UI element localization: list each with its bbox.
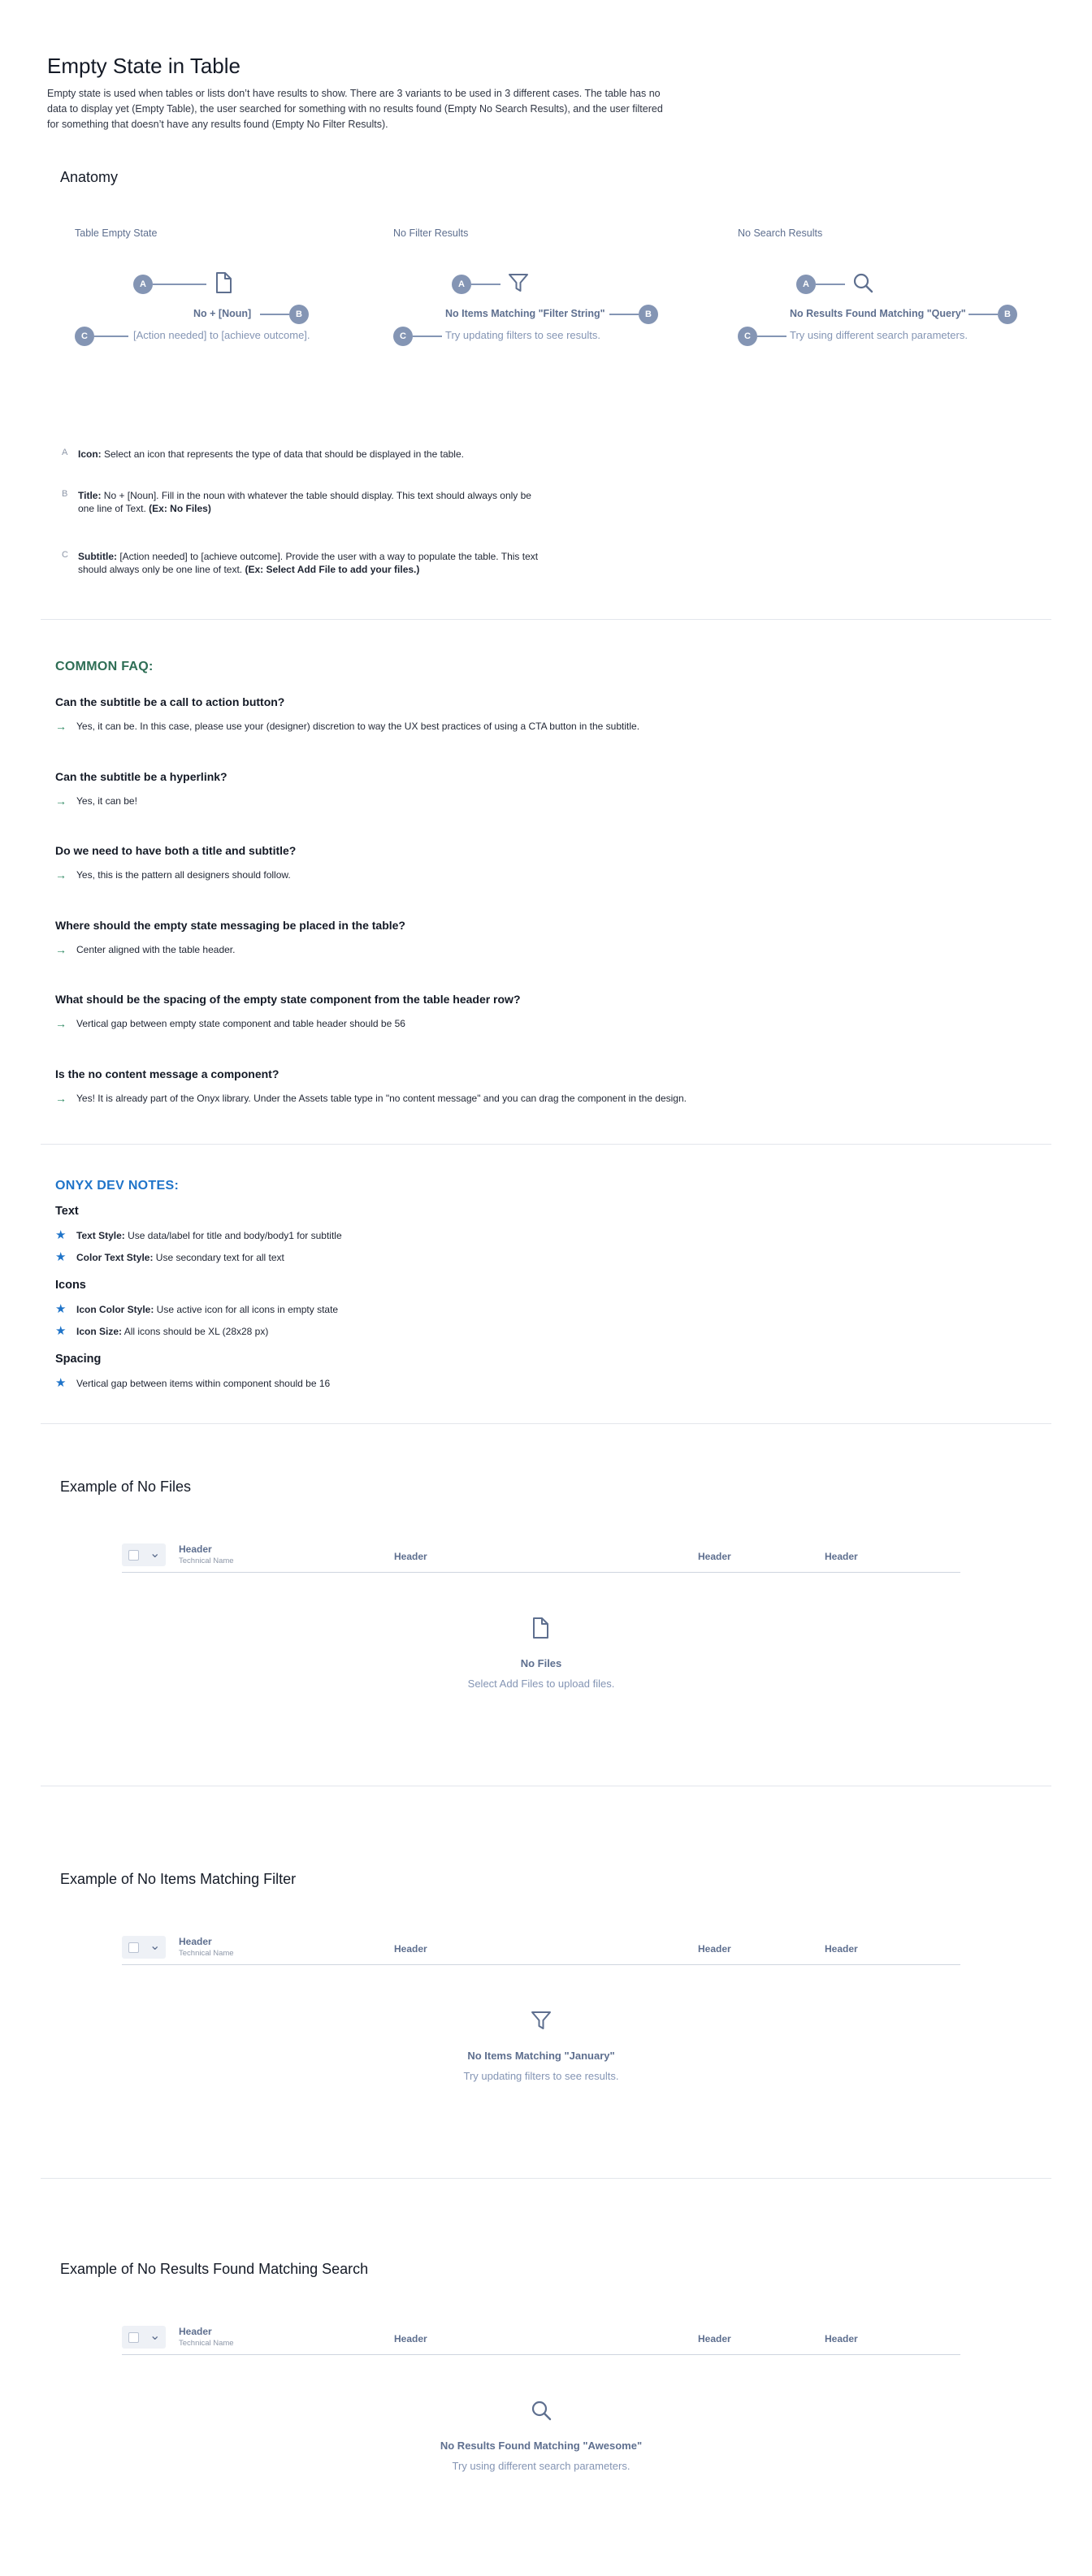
select-all-checkbox[interactable]: [128, 1550, 139, 1561]
column-header[interactable]: Header: [179, 1543, 212, 1555]
description-letter: C: [62, 550, 68, 560]
marker-b-line: [260, 314, 289, 315]
anatomy-heading: Anatomy: [60, 169, 119, 185]
description-example: (Ex: No Files): [149, 503, 211, 514]
star-icon: ★: [55, 1250, 67, 1264]
dev-note-label: Text Style:: [76, 1230, 125, 1241]
anatomy-title: No Results Found Matching "Query": [790, 308, 966, 319]
faq-answer: [55, 720, 639, 733]
faq-answer-text: Center aligned with the table header.: [76, 943, 236, 955]
chevron-down-icon[interactable]: ⌄: [150, 1939, 161, 1953]
column-header[interactable]: Header: [698, 1943, 731, 1955]
filter-icon: [530, 2009, 552, 2036]
anatomy-subtitle: [Action needed] to [achieve outcome].: [133, 329, 310, 341]
anatomy-column-label: Table Empty State: [75, 227, 158, 239]
select-all-control[interactable]: [122, 2326, 166, 2349]
faq-answer: [55, 868, 291, 881]
file-icon: [213, 271, 234, 298]
marker-b-line: [968, 314, 998, 315]
marker-c: C: [75, 327, 94, 346]
column-header[interactable]: Header: [825, 2333, 858, 2344]
empty-state-subtitle: Try using different search parameters.: [452, 2460, 630, 2472]
example-heading: Example of No Items Matching Filter: [60, 1871, 297, 1887]
anatomy-title: No + [Noun]: [193, 308, 252, 319]
description-letter: B: [62, 489, 68, 499]
marker-a: A: [133, 275, 153, 294]
dev-notes-group-title: Icons: [55, 1279, 86, 1292]
dev-note-text: Icon Color Style: Use active icon for all icons in empty state: [76, 1304, 339, 1315]
marker-c: C: [393, 327, 413, 346]
dev-note: [55, 1230, 342, 1241]
chevron-down-icon[interactable]: ⌄: [150, 2329, 161, 2343]
table-header-row: [122, 1934, 960, 1965]
anatomy-subtitle: Try updating filters to see results.: [445, 329, 600, 341]
description-text: Subtitle: [Action needed] to [achieve outcome]. Provide the user with a way to populate the table. This text should always only be one line of text. (Ex: Select Add File to add your files.): [78, 551, 539, 575]
marker-a: A: [796, 275, 816, 294]
marker-a-line: [471, 284, 500, 285]
marker-a-line: [816, 284, 845, 285]
table-header-row: [122, 1542, 960, 1573]
select-all-checkbox[interactable]: [128, 1942, 139, 1953]
anatomy-subtitle: Try using different search parameters.: [790, 329, 968, 341]
example-heading: Example of No Files: [60, 1478, 192, 1495]
file-icon: [530, 1617, 551, 1643]
faq-answer: [55, 943, 235, 956]
intro-paragraph: Empty state is used when tables or lists don’t have results to show. There are 3 variants to be used in 3 different cases. The table has no data to display yet (Empty Table), the user searched for something with no results found (Empty No Search Results), and the user filtered for something that doesn’t have any results found (Empty No Filter Results).: [47, 88, 663, 130]
faq-question: Where should the empty state messaging be placed in the table?: [55, 918, 405, 932]
faq-answer-text: Yes, it can be!: [76, 794, 137, 807]
faq-question: Do we need to have both a title and subtitle?: [55, 844, 297, 857]
arrow-right-icon: →: [55, 1091, 67, 1105]
anatomy-column-label: No Filter Results: [393, 227, 469, 239]
example-heading: Example of No Results Found Matching Search: [60, 2261, 369, 2277]
arrow-right-icon: →: [55, 794, 67, 807]
description-text: Title: No + [Noun]. Fill in the noun with whatever the table should display. This text should always only be one line of Text. (Ex: No Files): [78, 490, 531, 514]
empty-state-title: No Items Matching "January": [467, 2050, 615, 2062]
table-header-row: [122, 2324, 960, 2355]
marker-b: B: [639, 305, 658, 324]
select-all-control[interactable]: [122, 1936, 166, 1959]
faq-answer: [55, 1017, 405, 1030]
marker-c-line: [413, 336, 442, 337]
arrow-right-icon: →: [55, 720, 67, 733]
description-label: Icon:: [78, 448, 102, 460]
dev-note-text: Vertical gap between items within component should be 16: [76, 1378, 331, 1389]
dev-note-label: Color Text Style:: [76, 1252, 154, 1263]
anatomy-column-label: No Search Results: [738, 227, 823, 239]
column-header-technical-name: Technical Name: [179, 1949, 234, 1958]
anatomy-title: No Items Matching "Filter String": [445, 308, 605, 319]
faq-question: Can the subtitle be a call to action button?: [55, 695, 285, 708]
dev-note-label: Icon Size:: [76, 1326, 123, 1337]
description-text: Icon: Select an icon that represents the type of data that should be displayed in the table.: [78, 448, 464, 460]
arrow-right-icon: →: [55, 942, 67, 956]
description-label: Subtitle:: [78, 551, 117, 562]
empty-state-subtitle: Select Add Files to upload files.: [467, 1678, 615, 1690]
marker-b-line: [609, 314, 639, 315]
star-icon: ★: [55, 1228, 67, 1242]
dev-note: [55, 1252, 284, 1263]
faq-heading: COMMON FAQ:: [55, 660, 154, 673]
faq-question: Can the subtitle be a hyperlink?: [55, 769, 228, 783]
column-header[interactable]: Header: [179, 1936, 212, 1947]
column-header[interactable]: Header: [394, 1551, 427, 1562]
column-header[interactable]: Header: [825, 1943, 858, 1955]
faq-answer: [55, 1092, 687, 1105]
star-icon: ★: [55, 1376, 67, 1390]
dev-note: [55, 1304, 338, 1315]
dev-note: [55, 1326, 268, 1337]
arrow-right-icon: →: [55, 1017, 67, 1030]
empty-state-subtitle: Try updating filters to see results.: [463, 2070, 619, 2082]
select-all-control[interactable]: [122, 1543, 166, 1566]
empty-state-title: No Results Found Matching "Awesome": [440, 2440, 643, 2452]
page-title: Empty State in Table: [47, 54, 240, 78]
dev-note-label: Icon Color Style:: [76, 1304, 154, 1315]
marker-a-line: [153, 284, 206, 285]
dev-note: [55, 1378, 330, 1389]
column-header[interactable]: Header: [179, 2326, 212, 2337]
star-icon: ★: [55, 1324, 67, 1338]
column-header[interactable]: Header: [698, 2333, 731, 2344]
marker-c-line: [94, 336, 128, 337]
empty-state-title: No Files: [520, 1657, 562, 1669]
faq-question: What should be the spacing of the empty state component from the table header row?: [55, 993, 521, 1006]
description-label: Title:: [78, 490, 102, 501]
dev-notes-group-title: Spacing: [55, 1353, 102, 1366]
column-header[interactable]: Header: [698, 1551, 731, 1562]
dev-note-text: Color Text Style: Use secondary text for all text: [76, 1252, 284, 1263]
search-icon: [530, 2399, 552, 2426]
column-header-technical-name: Technical Name: [179, 2339, 234, 2348]
faq-answer: [55, 794, 137, 807]
dev-notes-group-title: Text: [55, 1205, 79, 1218]
dev-note-text: Text Style: Use data/label for title and body/body1 for subtitle: [76, 1230, 342, 1241]
select-all-checkbox[interactable]: [128, 2332, 139, 2343]
dev-note-text: Icon Size: All icons should be XL (28x28 px): [76, 1326, 269, 1337]
search-icon: [852, 271, 874, 298]
column-header[interactable]: Header: [394, 2333, 427, 2344]
marker-c: C: [738, 327, 757, 346]
description-letter: A: [62, 448, 68, 457]
dev-notes-heading: ONYX DEV NOTES:: [55, 1179, 180, 1193]
section-divider: [41, 1144, 1051, 1145]
marker-b: B: [998, 305, 1017, 324]
star-icon: ★: [55, 1302, 67, 1316]
filter-icon: [507, 271, 530, 298]
faq-answer-text: Vertical gap between empty state component and table header should be 56: [76, 1018, 405, 1029]
faq-answer-text: Yes! It is already part of the Onyx library. Under the Assets table type in "no content message" and you can drag the component in the design.: [76, 1092, 687, 1104]
arrow-right-icon: →: [55, 868, 67, 881]
faq-answer-text: Yes, it can be. In this case, please use your (designer) discretion to way the UX best practices of using a CTA button in the subtitle.: [76, 721, 640, 732]
marker-a: A: [452, 275, 471, 294]
faq-question: Is the no content message a component?: [55, 1067, 280, 1080]
section-divider: [41, 619, 1051, 620]
marker-c-line: [757, 336, 786, 337]
column-header-technical-name: Technical Name: [179, 1556, 234, 1565]
faq-answer-text: Yes, this is the pattern all designers should follow.: [76, 869, 291, 881]
chevron-down-icon[interactable]: ⌄: [150, 1547, 161, 1561]
description-example: (Ex: Select Add File to add your files.): [245, 564, 420, 575]
section-divider: [41, 1423, 1051, 1424]
column-header[interactable]: Header: [394, 1943, 427, 1955]
section-divider: [41, 2178, 1051, 2179]
column-header[interactable]: Header: [825, 1551, 858, 1562]
marker-b: B: [289, 305, 309, 324]
